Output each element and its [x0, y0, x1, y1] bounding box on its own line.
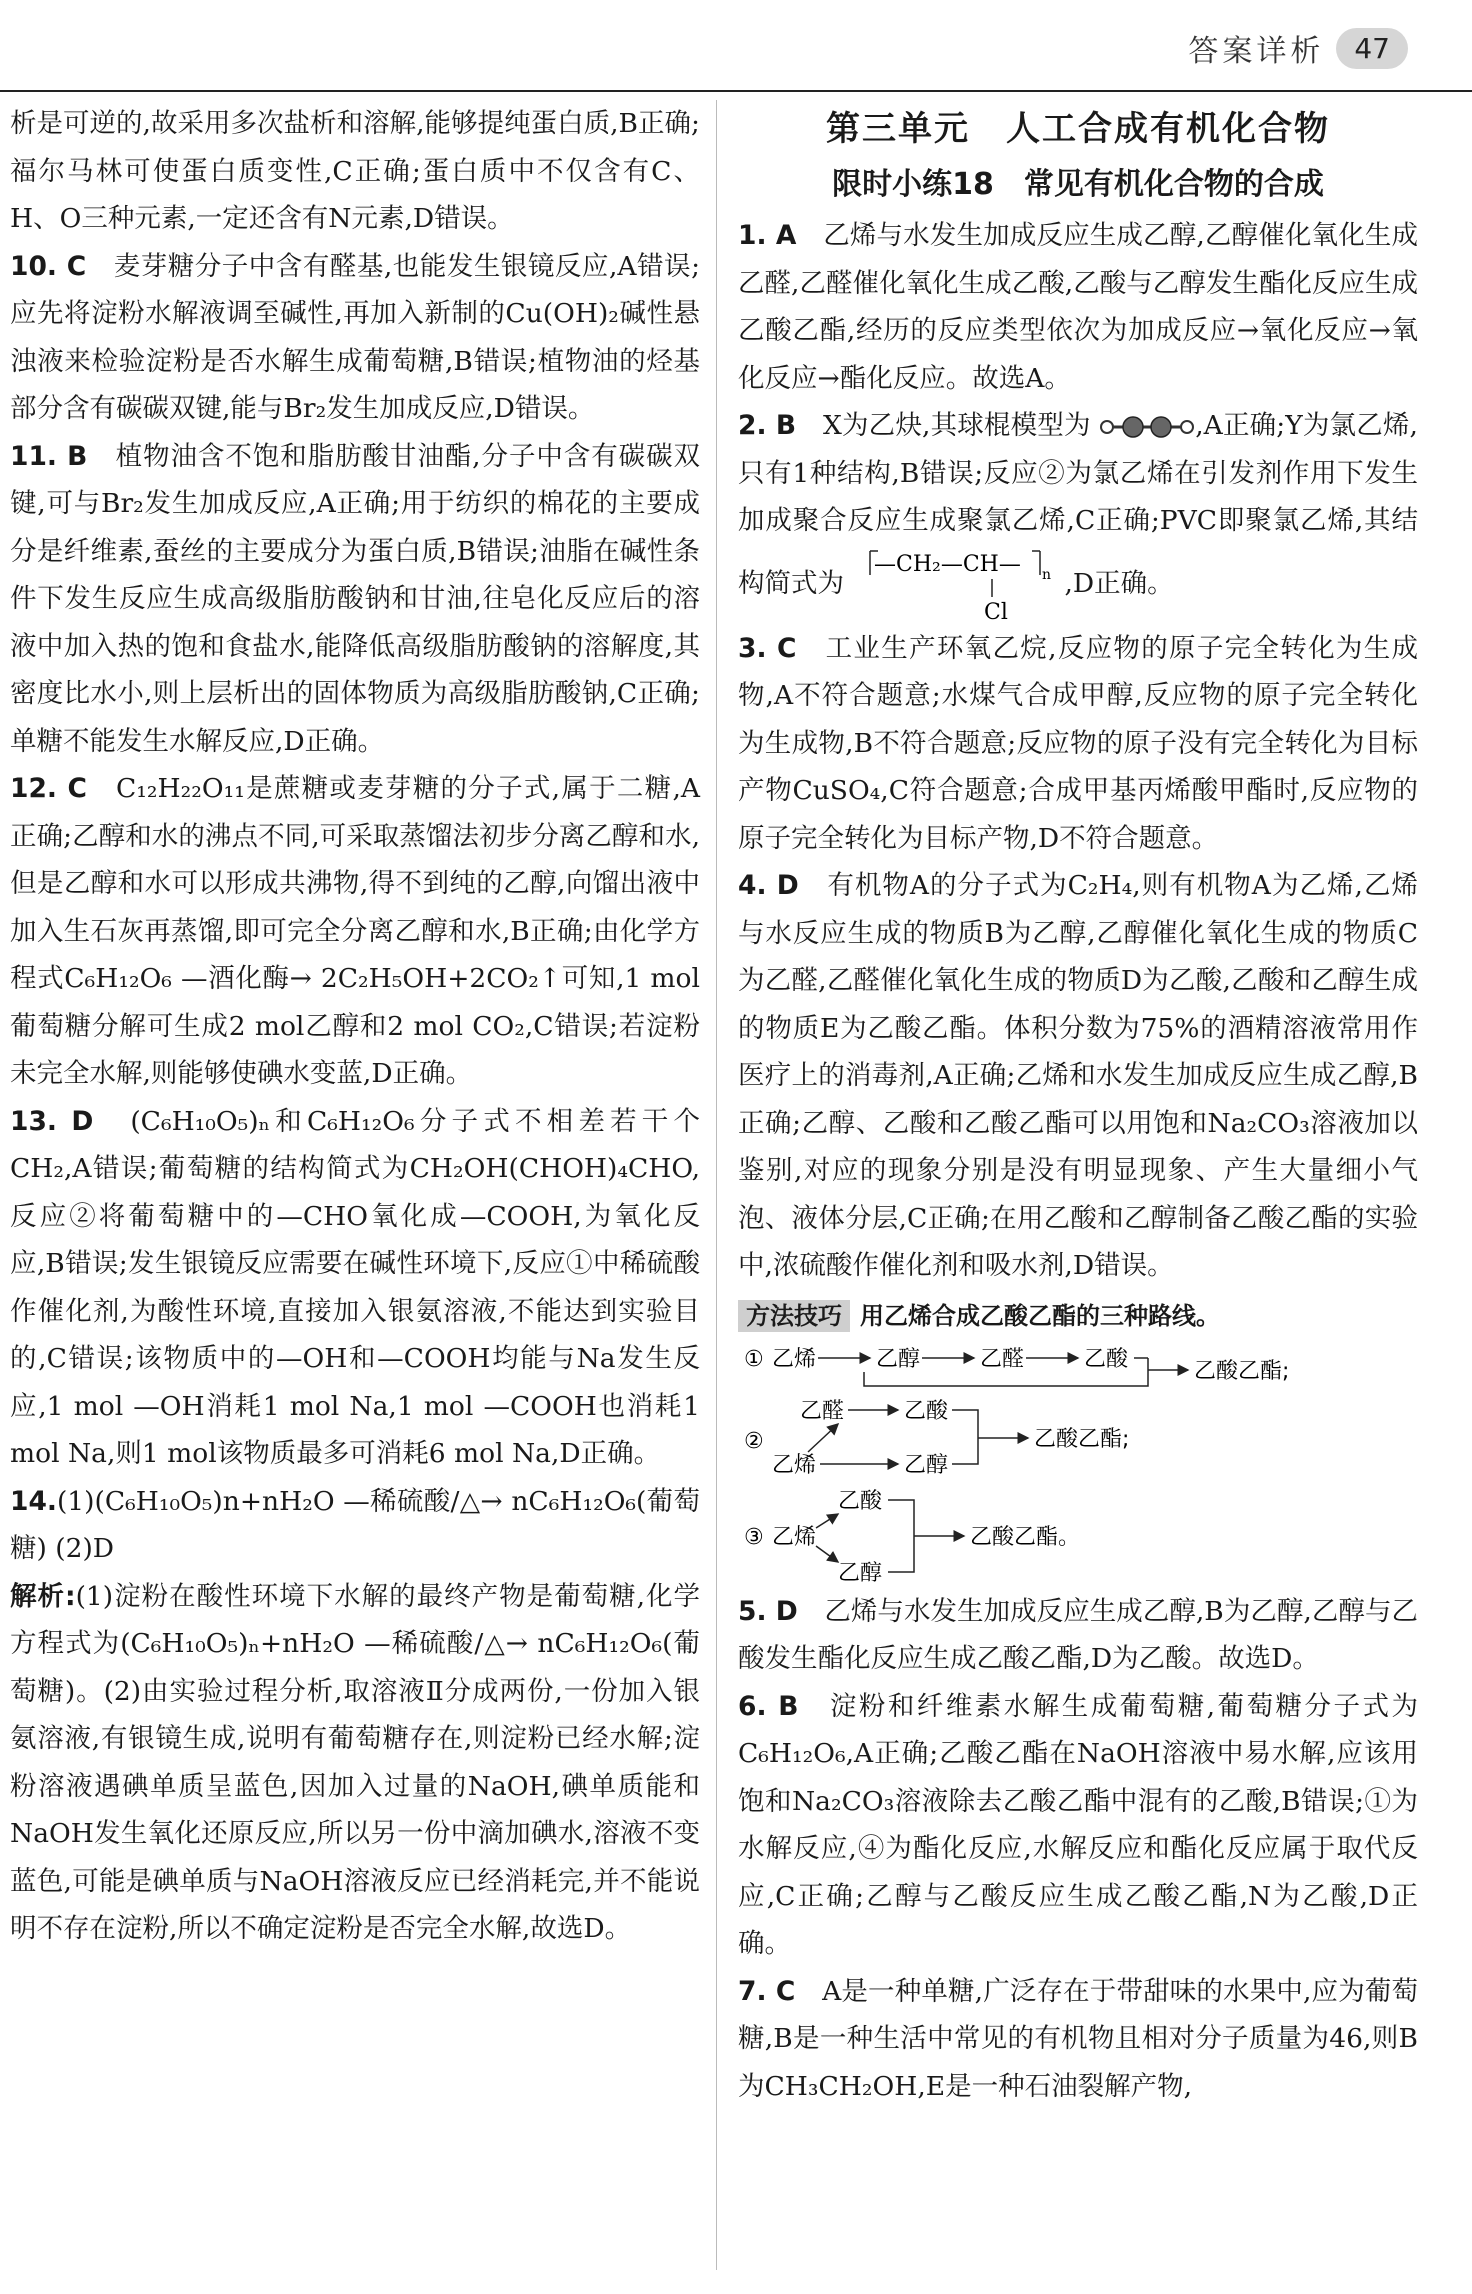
page-header: [1188, 26, 1408, 70]
route-3-svg: [738, 1484, 1418, 1588]
question-number: 13. D: [10, 1105, 94, 1137]
route-3-product: 乙酸乙酯。: [970, 1524, 1081, 1550]
route-2-node: 乙醛: [800, 1398, 845, 1424]
question-number: 10. C: [10, 250, 87, 282]
route-3-diagram: [738, 1484, 1418, 1588]
method-tag: 方法技巧: [738, 1300, 850, 1332]
method-text: 用乙烯合成乙酸乙酯的三种路线。: [860, 1301, 1220, 1330]
answer-4: [738, 862, 1418, 1290]
header-rule: [0, 90, 1472, 92]
answer-text: ,D正确。: [1064, 567, 1174, 599]
pvc-structure-formula: [858, 545, 1058, 625]
question-number: 12. C: [10, 773, 87, 804]
route-1-svg: [738, 1336, 1418, 1392]
pvc-n-subscript: n: [1042, 566, 1052, 583]
answer-text: (C₆H₁₀O₅)ₙ和C₆H₁₂O₆分子式不相差若干个CH₂,A错误;葡萄糖的结构简式为CH₂OH(CHOH)₄CHO,反应②将葡萄糖中的—CHO氧化成—COOH,为氧化反应,B错误;发生银镜反应需要在碱性环境下,反应①中稀硫酸作催化剂,为酸性环境,直接加入银氨溶液,不能达到实验目的,C错误;该物质中的—OH和—COOH均能与Na发生反应,1 mol —OH消耗1 mol Na,1 mol —COOH也消耗1 mol Na,则1 mol该物质最多可消耗6 mol Na,D正确。: [10, 1105, 701, 1469]
method-tip: [738, 1296, 1418, 1336]
route-3-number: ③: [744, 1524, 764, 1550]
header-label: 答案详析: [1188, 34, 1325, 69]
answer-text: 有机物A的分子式为C₂H₄,则有机物A为乙烯,乙烯与水反应生成的物质B为乙醇,乙醇催化氧化生成的物质C为乙醛,乙醛催化氧化生成的物质D为乙酸,乙酸和乙醇生成的物质E为乙酸乙酯。体积分数为75%的酒精溶液常用作医疗上的消毒剂,A正确;乙烯和水发生加成反应生成乙醇,B正确;乙醇、乙酸和乙酸乙酯可以用饱和Na₂CO₃溶液加以鉴别,对应的现象分别是没有明显现象、产生大量细小气泡、液体分层,C正确;在用乙酸和乙醇制备乙酸乙酯的实验中,浓硫酸作催化剂和吸水剂,D错误。: [738, 870, 1419, 1281]
question-number: 4. D: [738, 870, 799, 901]
route-2-node: 乙烯: [772, 1452, 817, 1478]
page-number-badge: 47: [1336, 28, 1408, 69]
question-number: 11. B: [10, 440, 88, 472]
question-number: 6. B: [738, 1690, 799, 1722]
route-1-product: 乙酸乙酯;: [1194, 1358, 1290, 1384]
answer-text: A是一种单糖,广泛存在于带甜味的水果中,应为葡萄糖,B是一种生活中常见的有机物且相对分子质量为46,则B为CH₃CH₂OH,E是一种石油裂解产物,: [738, 1975, 1418, 2102]
answer-7: [738, 1968, 1418, 2111]
answer-12: [10, 765, 700, 1098]
answer-text: 麦芽糖分子中含有醛基,也能发生银镜反应,A错误;应先将淀粉水解液调至碱性,再加入新制的Cu(OH)₂碱性悬浊液来检验淀粉是否水解生成葡萄糖,B错误;植物油的烃基部分含有碳碳双键,能与Br₂发生加成反应,D错误。: [10, 250, 700, 424]
unit-title: 第三单元 人工合成有机化合物: [826, 109, 1330, 149]
route-2-svg: [738, 1392, 1418, 1484]
route-1-number: ①: [744, 1346, 764, 1372]
route-1-diagram: [738, 1336, 1418, 1392]
question-number: 3. C: [738, 632, 797, 664]
answer-13: [10, 1098, 700, 1478]
column-divider: [716, 100, 717, 2270]
route-arrow: [816, 1514, 838, 1528]
answer-text: 乙烯与水发生加成反应生成乙醇,B为乙醇,乙醇与乙酸发生酯化反应生成乙酸乙酯,D为乙酸。故选D。: [738, 1595, 1419, 1674]
answer-6: [738, 1683, 1418, 1968]
answer-text: C₁₂H₂₂O₁₁是蔗糖或麦芽糖的分子式,属于二糖,A正确;乙醇和水的沸点不同,可采取蒸馏法初步分离乙醇和水,但是乙醇和水可以形成共沸物,得不到纯的乙醇,向馏出液中加入生石灰再蒸馏,即可完全分离乙醇和水,B正确;由化学方程式C₆H₁₂O₆ —酒化酶→ 2C₂H₅OH+2CO₂↑可知,1 mol葡萄糖分解可生成2 mol乙醇和2 mol CO₂,C错误;若淀粉未完全水解,则能够使碘水变蓝,D正确。: [10, 773, 701, 1089]
route-2-node: 乙醇: [904, 1452, 949, 1478]
answer-text: ,A正确;Y为氯乙烯,只有1种结构,B错误;反应②为氯乙烯在引发剂作用下发生加成聚合反应生成聚氯乙烯,C正确;PVC即聚氯乙烯,其结构简式为: [738, 410, 1418, 599]
route-2-diagram: [738, 1392, 1418, 1484]
analysis-text: (1)淀粉在酸性环境下水解的最终产物是葡萄糖,化学方程式为(C₆H₁₀O₅)ₙ+nH₂O —稀硫酸/△→ nC₆H₁₂O₆(葡萄糖)。(2)由实验过程分析,取溶液Ⅱ分成两份,一份加入银氨溶液,有银镜生成,说明有葡萄糖存在,则淀粉已经水解;淀粉溶液遇碘单质呈蓝色,因加入过量的NaOH,碘单质能和NaOH发生氧化还原反应,所以另一份中滴加碘水,溶液不变蓝色,可能是碘单质与NaOH溶液反应已经消耗完,并不能说明不存在淀粉,所以不确定淀粉是否完全水解,故选D。: [10, 1580, 700, 1944]
route-3-node: 乙烯: [772, 1524, 817, 1550]
route-2-node: 乙酸: [904, 1398, 949, 1424]
answer-text: (1)(C₆H₁₀O₅)n+nH₂O —稀硫酸/△→ nC₆H₁₂O₆(葡萄糖) (2)D: [10, 1485, 700, 1564]
answer-2: [738, 402, 1418, 625]
analysis-label: 解析:: [10, 1580, 76, 1612]
answer-14: [10, 1478, 700, 1573]
question-number: 1. A: [738, 220, 797, 251]
answer-10: [10, 243, 700, 433]
acetylene-ball-stick-model-icon: [1099, 415, 1195, 439]
pvc-main-text: —CH₂—CH—: [874, 551, 1022, 577]
route-1-node: 乙醛: [980, 1346, 1025, 1372]
exercise-title: 限时小练18 常见有机化合物的合成: [832, 167, 1324, 202]
route-connector: [888, 1500, 914, 1572]
route-arrow: [816, 1546, 838, 1562]
route-3-node: 乙醇: [838, 1560, 883, 1586]
route-1-node: 乙醇: [876, 1346, 921, 1372]
left-column: [10, 100, 700, 1953]
question-number: 5. D: [738, 1595, 798, 1627]
question-number: 14.: [10, 1485, 57, 1517]
question-number: 7. C: [738, 1975, 796, 2007]
route-3-node: 乙酸: [838, 1488, 883, 1514]
route-1-node: 乙酸: [1084, 1346, 1129, 1372]
answer-text: X为乙炔,其球棍模型为: [822, 410, 1091, 441]
answer-14-analysis: [10, 1573, 700, 1953]
answer-11: [10, 433, 700, 766]
route-arrow: [808, 1424, 838, 1452]
route-2-number: ②: [744, 1428, 764, 1454]
route-connector: [952, 1410, 978, 1464]
answer-text: 淀粉和纤维素水解生成葡萄糖,葡萄糖分子式为C₆H₁₂O₆,A正确;乙酸乙酯在NaOH溶液中易水解,应该用饱和Na₂CO₃溶液除去乙酸乙酯中混有的乙酸,B错误;①为水解反应,④为酯化反应,水解反应和酯化反应属于取代反应,C正确;乙醇与乙酸反应生成乙酸乙酯,N为乙酸,D正确。: [738, 1690, 1418, 1959]
answer-text: 乙烯与水发生加成反应生成乙醇,乙醇催化氧化生成乙醛,乙醛催化氧化生成乙酸,乙酸与乙醇发生酯化反应生成乙酸乙酯,经历的反应类型依次为加成反应→氧化反应→氧化反应→酯化反应。故选A。: [738, 220, 1418, 394]
question-number: 2. B: [738, 410, 797, 441]
answer-3: [738, 625, 1418, 863]
pvc-cl-text: Cl: [984, 599, 1009, 625]
left-continued-paragraph: 析是可逆的,故采用多次盐析和溶解,能够提纯蛋白质,B正确;福尔马林可使蛋白质变性,C正确;蛋白质中不仅含有C、H、O三种元素,一定还含有N元素,D错误。: [10, 108, 700, 234]
answer-1: [738, 212, 1418, 402]
answer-text: 工业生产环氧乙烷,反应物的原子完全转化为生成物,A不符合题意;水煤气合成甲醇,反应物的原子完全转化为生成物,B不符合题意;反应物的原子没有完全转化为目标产物CuSO₄,C符合题意;合成甲基丙烯酸甲酯时,反应物的原子完全转化为目标产物,D不符合题意。: [738, 632, 1419, 854]
route-1-node: 乙烯: [772, 1346, 817, 1372]
right-column: [738, 100, 1418, 2110]
answer-5: [738, 1588, 1418, 1683]
route-2-product: 乙酸乙酯;: [1034, 1426, 1130, 1452]
answer-text: 植物油含不饱和脂肪酸甘油酯,分子中含有碳碳双键,可与Br₂发生加成反应,A正确;用于纺织的棉花的主要成分是纤维素,蚕丝的主要成分为蛋白质,B错误;油脂在碱性条件下发生反应生成高级脂肪酸钠和甘油,往皂化反应后的溶液中加入热的饱和食盐水,能降低高级脂肪酸钠的溶解度,其密度比水小,则上层析出的固体物质为高级脂肪酸钠,C正确;单糖不能发生水解反应,D正确。: [10, 440, 700, 757]
